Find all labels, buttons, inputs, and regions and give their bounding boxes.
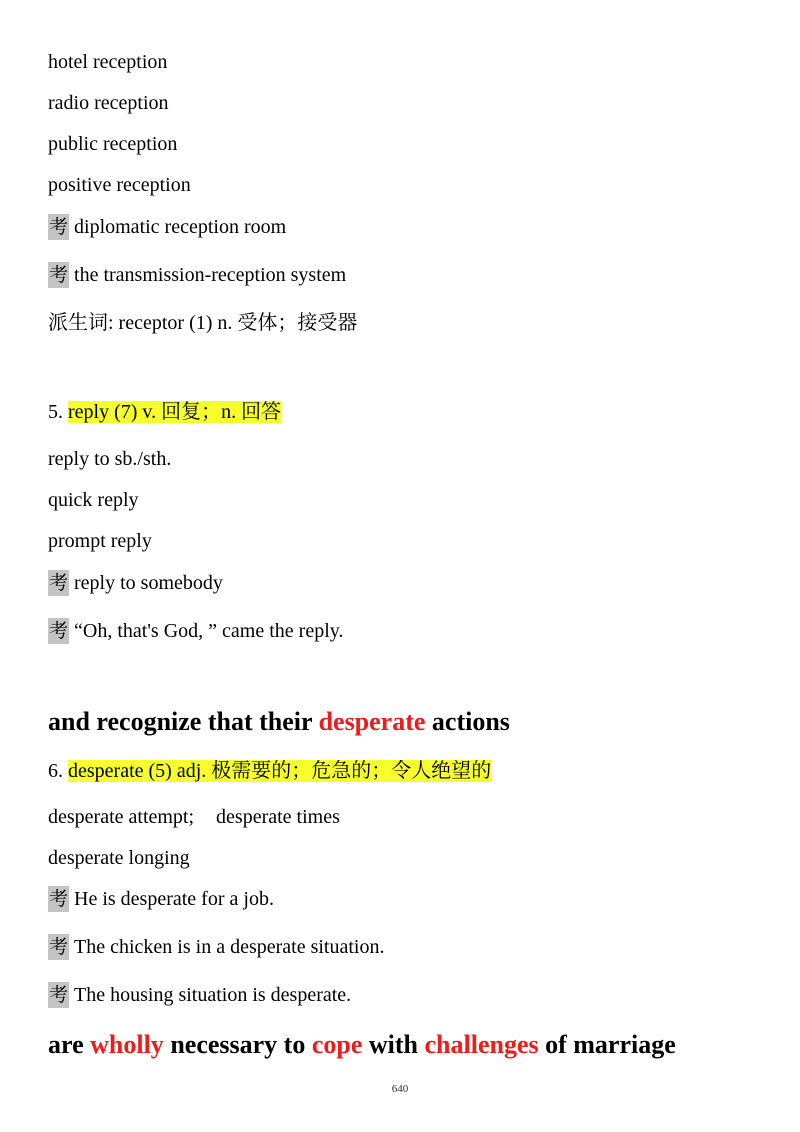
entry-headword: reply (7) v. 回复；n. 回答 (68, 401, 282, 423)
sentence-text: actions (425, 707, 510, 736)
sentence-text: of marriage (538, 1030, 676, 1059)
exam-phrase: The housing situation is desperate. (74, 984, 352, 1006)
sentence-keyword: cope (311, 1030, 363, 1059)
sentence-keyword: wholly (90, 1030, 164, 1059)
exam-marker: 考 (49, 936, 69, 958)
phrase-line: prompt reply (48, 530, 152, 552)
sentence-text: and recognize that their (48, 707, 319, 736)
entry-6-head (48, 758, 491, 784)
sentence-text: are (48, 1030, 91, 1059)
page-number: 640 (391, 1083, 409, 1095)
phrase-radio-reception: radio reception (48, 92, 169, 114)
exam-phrase: He is desperate for a job. (74, 888, 274, 910)
phrase-hotel-reception: hotel reception (48, 51, 168, 73)
exam-marker: 考 (49, 572, 69, 594)
derivative-line: 派生词: receptor (1) n. 受体；接受器 (48, 312, 358, 334)
phrase-public-reception: public reception (48, 133, 178, 155)
sentence-keyword: challenges (424, 1030, 539, 1059)
sentence-text: necessary to (163, 1030, 312, 1059)
exam-marker: 考 (49, 888, 69, 910)
exam-marker: 考 (49, 264, 69, 286)
entry-headword: desperate (5) adj. 极需要的；危急的；令人绝望的 (68, 760, 492, 782)
exam-marker: 考 (49, 984, 69, 1006)
entry-number: 6. (48, 760, 63, 782)
exam-line (48, 886, 274, 912)
phrase: desperate attempt; (48, 806, 195, 828)
exam-phrase: reply to somebody (74, 572, 223, 594)
exam-phrase: “Oh, that's God, ” came the reply. (74, 620, 344, 642)
exam-line (48, 262, 346, 288)
phrase-line (48, 804, 340, 830)
sentence-heading-2 (48, 1029, 676, 1061)
exam-line (48, 570, 223, 596)
phrase-positive-reception: positive reception (48, 174, 191, 196)
entry-5-head (48, 399, 281, 425)
exam-marker: 考 (49, 216, 69, 238)
phrase: desperate times (216, 806, 340, 828)
entry-number: 5. (48, 401, 63, 423)
exam-line (48, 982, 351, 1008)
sentence-text: with (362, 1030, 425, 1059)
sentence-heading-1 (48, 706, 510, 738)
exam-line (48, 214, 286, 240)
exam-phrase: The chicken is in a desperate situation. (74, 936, 385, 958)
exam-phrase: diplomatic reception room (74, 216, 287, 238)
phrase-line: reply to sb./sth. (48, 448, 172, 470)
exam-marker: 考 (49, 620, 69, 642)
exam-line (48, 934, 384, 960)
phrase-line: quick reply (48, 489, 139, 511)
exam-line (48, 618, 343, 644)
phrase-line: desperate longing (48, 847, 190, 869)
exam-phrase: the transmission-reception system (74, 264, 347, 286)
sentence-keyword: desperate (318, 707, 426, 736)
